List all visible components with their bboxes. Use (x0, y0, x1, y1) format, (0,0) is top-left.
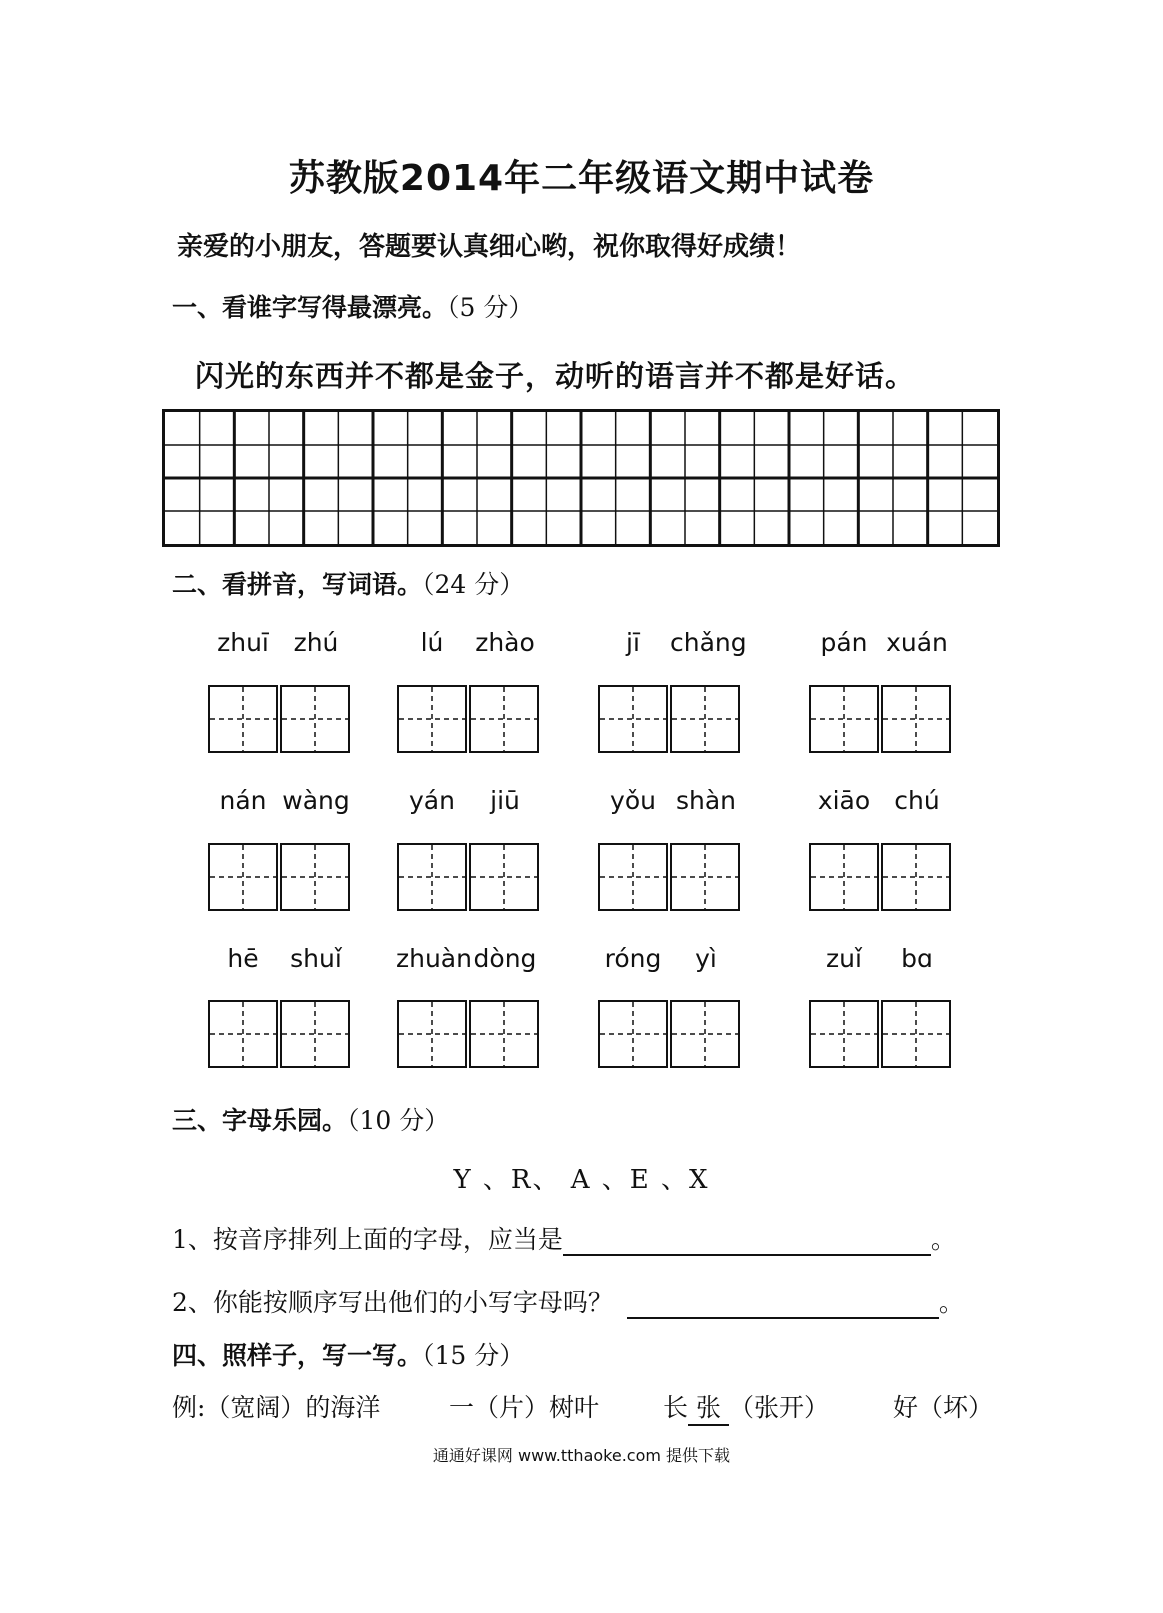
question-2-text: 2、你能按顺序写出他们的小写字母吗？ (172, 1288, 613, 1317)
cell-guide-lines (210, 687, 276, 751)
cell-guide-lines (282, 687, 348, 751)
character-cell[interactable] (670, 843, 740, 911)
example-4: 好（坏） (893, 1393, 994, 1422)
character-cell[interactable] (208, 685, 278, 753)
example-3-post: （张开） (729, 1393, 830, 1422)
cell-guide-lines (811, 1002, 877, 1066)
cell-guide-lines (282, 1002, 348, 1066)
character-box-pair[interactable] (397, 1000, 541, 1068)
cell-guide-lines (210, 1002, 276, 1066)
cell-guide-lines (600, 687, 666, 751)
cell-guide-lines (399, 1002, 465, 1066)
pinyin-syllable: hē (227, 944, 259, 973)
answer-line-2[interactable] (627, 1288, 939, 1319)
answer-line-1[interactable] (563, 1225, 931, 1256)
pinyin-syllable: shàn (675, 786, 737, 815)
pinyin-syllable: jiū (490, 786, 520, 815)
section1-score: （5 分） (447, 293, 534, 322)
section4-score: （15 分） (422, 1341, 525, 1370)
pinyin-syllable: chú (894, 786, 940, 815)
cell-guide-lines (883, 845, 949, 909)
pinyin-syllable: zhuī (217, 628, 269, 657)
character-cell[interactable] (469, 1000, 539, 1068)
question-2 (172, 1283, 964, 1319)
cell-guide-lines (282, 845, 348, 909)
pinyin-syllable: dòng (473, 944, 537, 973)
character-box-pair[interactable] (397, 685, 541, 753)
pinyin-syllable: nán (219, 786, 267, 815)
section4-heading (172, 1336, 524, 1372)
section2-title: 二、看拼音，写词语。 (172, 570, 423, 599)
character-box-pair[interactable] (397, 843, 541, 911)
writing-grid[interactable] (162, 409, 1000, 547)
character-box-pair[interactable] (809, 685, 953, 753)
cell-guide-lines (883, 1002, 949, 1066)
pinyin-syllable: shuǐ (290, 944, 342, 973)
question-2-end: 。 (938, 1288, 964, 1317)
section2-heading (172, 565, 524, 601)
section1-heading (172, 288, 533, 324)
cell-guide-lines (883, 687, 949, 751)
pinyin-syllable: yán (409, 786, 455, 815)
pinyin-syllable: zhào (475, 628, 535, 657)
character-cell[interactable] (280, 1000, 350, 1068)
character-cell[interactable] (670, 1000, 740, 1068)
cell-guide-lines (471, 845, 537, 909)
pinyin-syllable: zuǐ (826, 944, 862, 973)
cell-guide-lines (672, 1002, 738, 1066)
character-cell[interactable] (208, 843, 278, 911)
character-box-pair[interactable] (208, 843, 352, 911)
cell-guide-lines (399, 687, 465, 751)
character-cell[interactable] (881, 843, 951, 911)
cell-guide-lines (672, 687, 738, 751)
example-3 (663, 1388, 829, 1426)
pinyin-syllable: róng (604, 944, 662, 973)
character-cell[interactable] (881, 1000, 951, 1068)
cell-guide-lines (672, 845, 738, 909)
greeting: 亲爱的小朋友，答题要认真细心哟，祝你取得好成绩！ (177, 232, 802, 262)
character-box-pair[interactable] (208, 685, 352, 753)
character-box-pair[interactable] (809, 1000, 953, 1068)
pinyin-syllable: wàng (282, 786, 350, 815)
character-cell[interactable] (280, 843, 350, 911)
cell-guide-lines (811, 687, 877, 751)
pinyin-syllable: jī (626, 628, 640, 657)
page-title: 苏教版2014年二年级语文期中试卷 (288, 158, 875, 199)
example-3-pre: 长 (663, 1393, 689, 1422)
section3-score: （10 分） (347, 1106, 450, 1135)
character-cell[interactable] (397, 843, 467, 911)
question-1 (172, 1220, 956, 1256)
character-cell[interactable] (469, 843, 539, 911)
pinyin-syllable: xiāo (817, 786, 871, 815)
pinyin-syllable: pán (820, 628, 868, 657)
character-cell[interactable] (469, 685, 539, 753)
cell-guide-lines (811, 845, 877, 909)
character-cell[interactable] (280, 685, 350, 753)
character-cell[interactable] (598, 843, 668, 911)
pinyin-syllable: zhuàn (396, 944, 472, 973)
footer: 通通好课网 www.tthaoke.com 提供下载 (432, 1446, 731, 1465)
character-box-pair[interactable] (208, 1000, 352, 1068)
character-cell[interactable] (809, 685, 879, 753)
question-1-end: 。 (930, 1225, 956, 1254)
character-box-pair[interactable] (809, 843, 953, 911)
pinyin-syllable: yǒu (610, 786, 656, 815)
cell-guide-lines (399, 845, 465, 909)
character-cell[interactable] (809, 1000, 879, 1068)
section3-heading (172, 1101, 449, 1137)
character-cell[interactable] (598, 1000, 668, 1068)
cell-guide-lines (600, 1002, 666, 1066)
pinyin-syllable: bɑ (901, 944, 933, 973)
example-2: 一（片）树叶 (449, 1393, 600, 1422)
pinyin-syllable: zhú (293, 628, 339, 657)
character-cell[interactable] (397, 685, 467, 753)
pinyin-syllable: yì (695, 944, 717, 973)
section2-score: （24 分） (422, 570, 525, 599)
character-cell[interactable] (598, 685, 668, 753)
pinyin-syllable: chǎng (670, 628, 747, 657)
character-cell[interactable] (881, 685, 951, 753)
cell-guide-lines (600, 845, 666, 909)
example-3-fill: 张 (688, 1388, 729, 1426)
character-box-pair[interactable] (598, 843, 742, 911)
cell-guide-lines (471, 687, 537, 751)
section1-title: 一、看谁字写得最漂亮。 (172, 293, 448, 322)
example-1: 例:（宽阔）的海洋 (172, 1393, 381, 1422)
cell-guide-lines (471, 1002, 537, 1066)
question-1-text: 1、按音序排列上面的字母，应当是 (172, 1225, 563, 1254)
proverb-text: 闪光的东西并不都是金子，动听的语言并不都是好话。 (195, 359, 916, 393)
character-cell[interactable] (208, 1000, 278, 1068)
character-box-pair[interactable] (598, 685, 742, 753)
pinyin-syllable: lú (420, 628, 444, 657)
section3-title: 三、字母乐园。 (172, 1106, 348, 1135)
section4-title: 四、照样子，写一写。 (172, 1341, 423, 1370)
character-cell[interactable] (809, 843, 879, 911)
character-cell[interactable] (670, 685, 740, 753)
writing-grid-lines (165, 412, 997, 544)
pinyin-syllable: xuán (886, 628, 948, 657)
letters-list: Y 、R、 A 、E 、X (453, 1165, 710, 1195)
character-box-pair[interactable] (598, 1000, 742, 1068)
character-cell[interactable] (397, 1000, 467, 1068)
cell-guide-lines (210, 845, 276, 909)
